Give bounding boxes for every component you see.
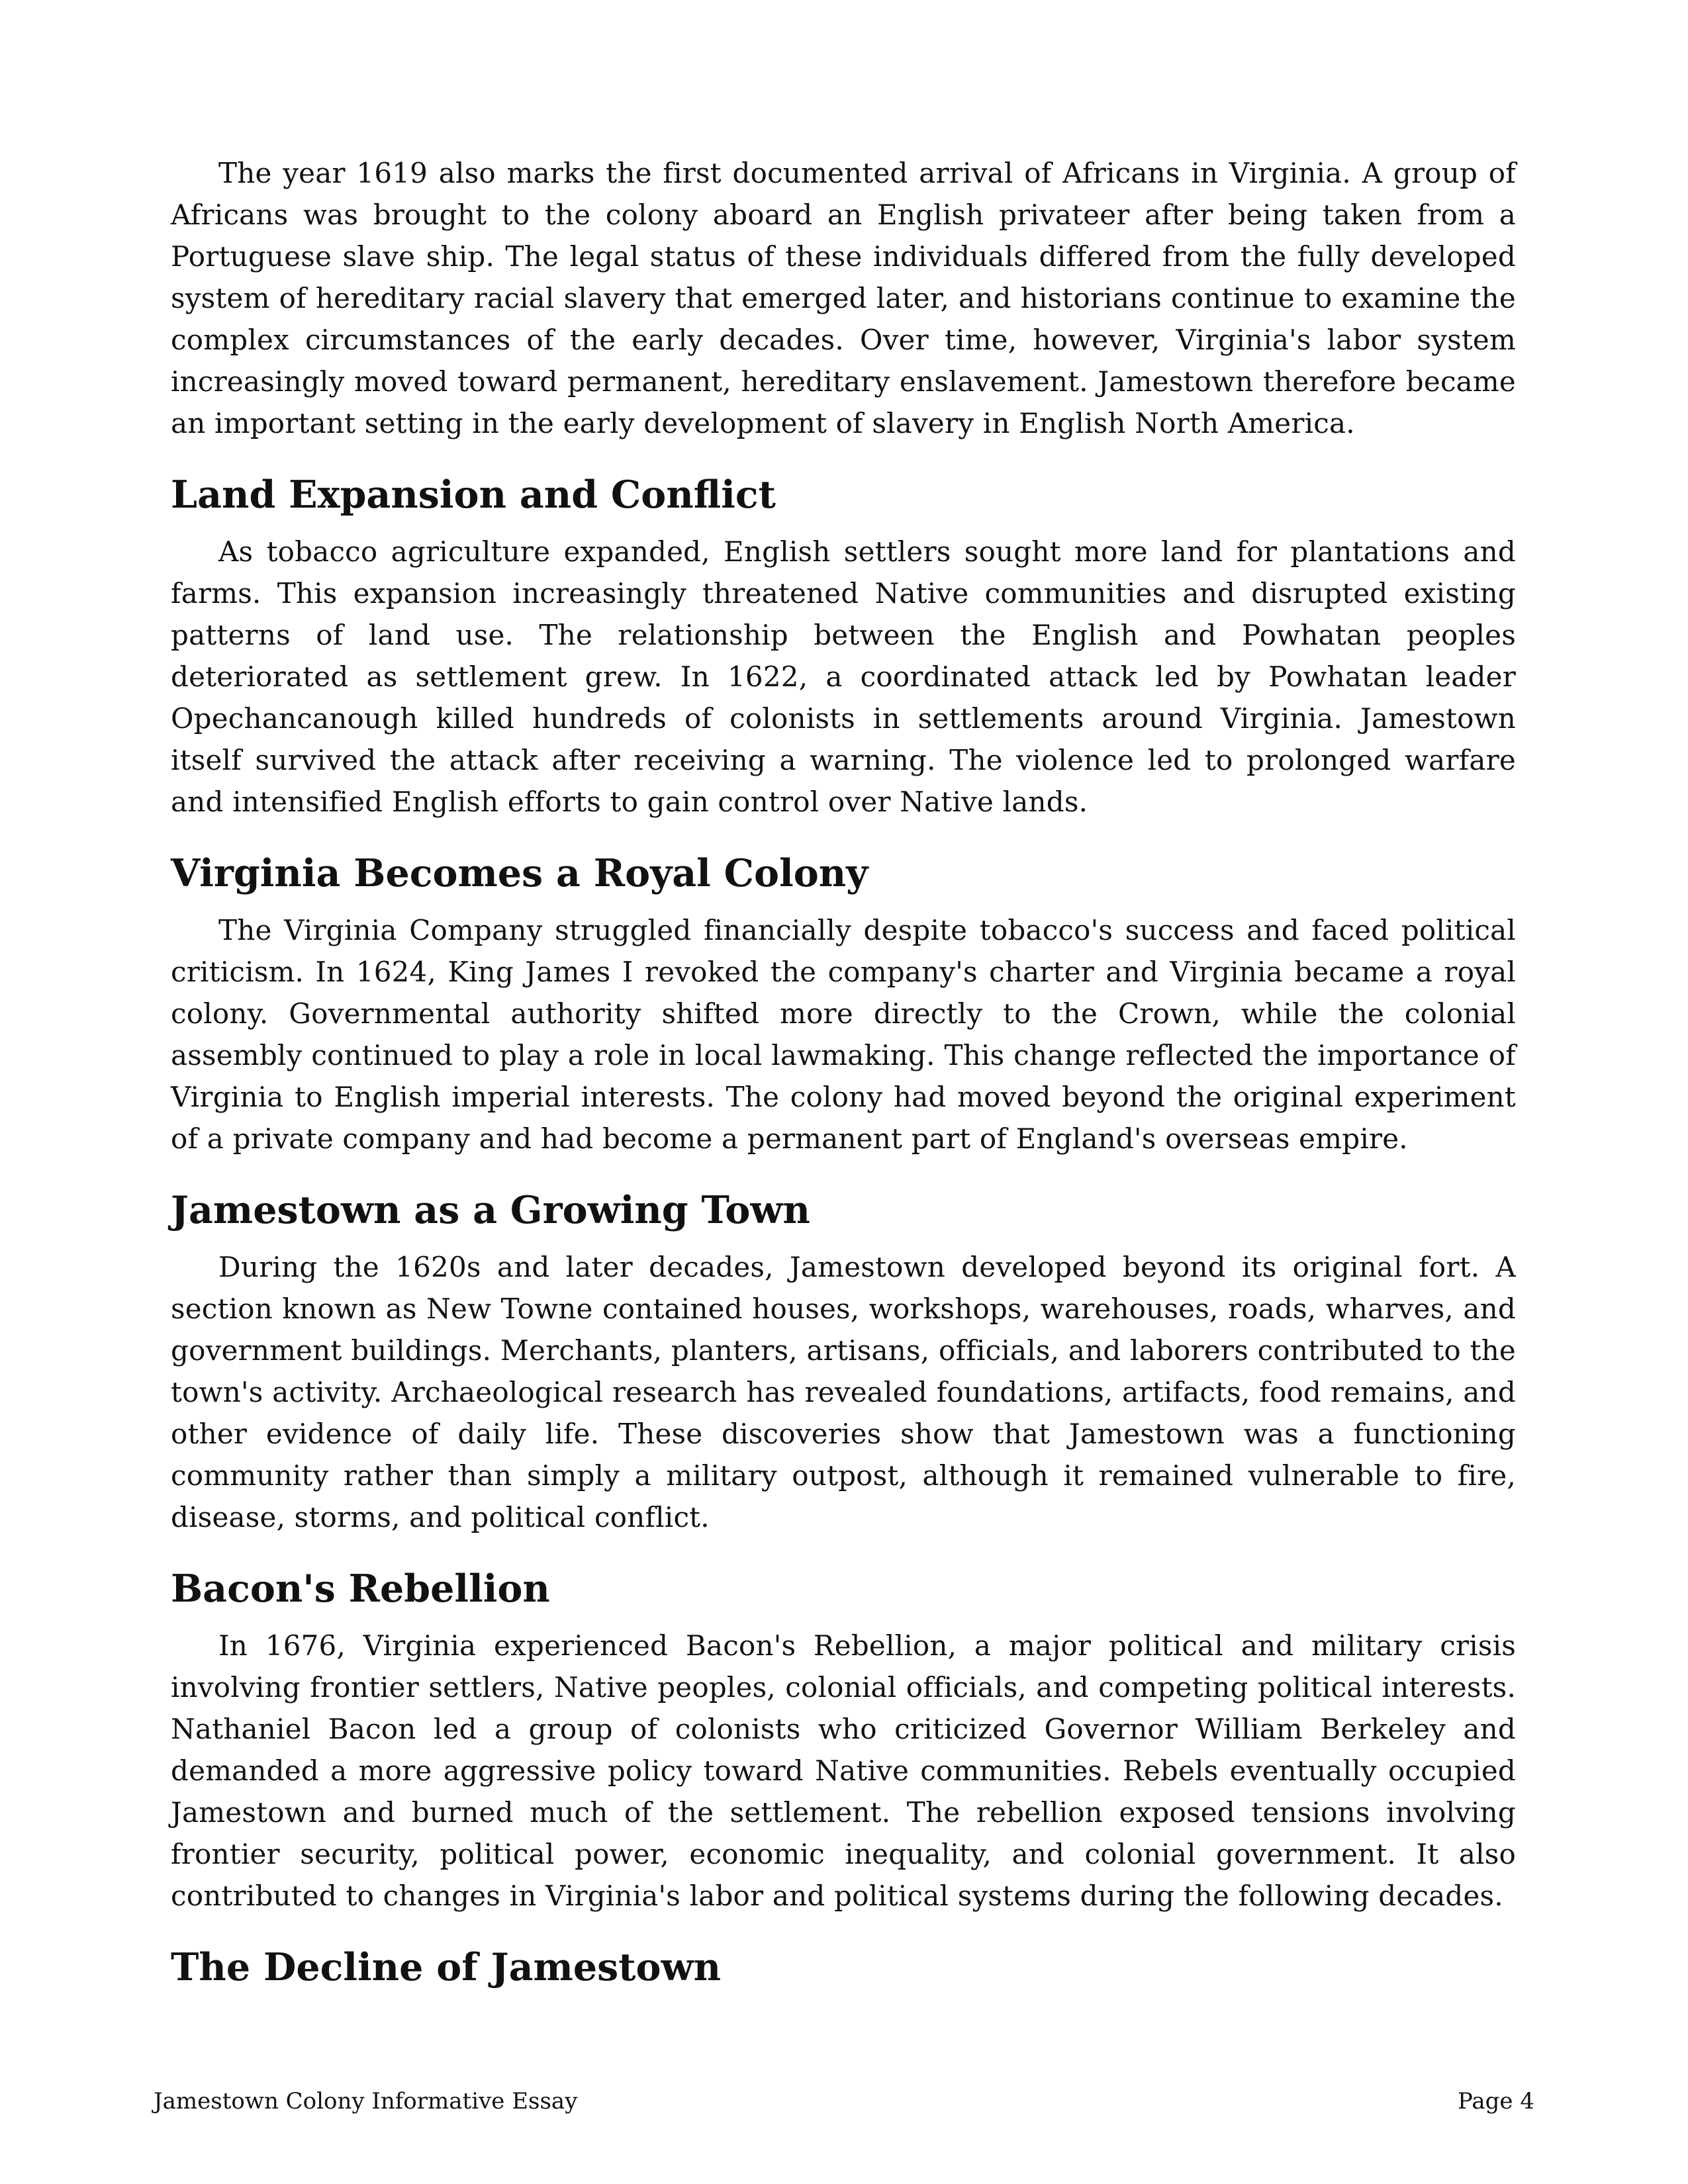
section-heading: The Decline of Jamestown bbox=[171, 1945, 722, 1989]
section-royal-colony bbox=[171, 850, 1516, 1160]
section-heading: Virginia Becomes a Royal Colony bbox=[171, 851, 868, 895]
section-growing-town bbox=[171, 1187, 1516, 1538]
section-decline bbox=[171, 1944, 1516, 1991]
section-paragraph: As tobacco agriculture expanded, English settlers sought more land for plantations and farms. This expansion increasingly threatened Native communities and disrupted existing patterns of land use. The relationship between the English and Powhatan peoples deteriorated as settlement grew. In 1622, a coordinated attack led by Powhatan leader Opechancanough killed hundreds of colonists in settlements around Virginia. Jamestown itself survived the attack after receiving a warning. The violence led to prolonged warfare and intensified English efforts to gain control over Native lands. bbox=[171, 535, 1516, 818]
page-content bbox=[171, 152, 1516, 2003]
footer-page-number: Page 4 bbox=[1458, 2088, 1534, 2115]
section-paragraph: In 1676, Virginia experienced Bacon's Rebellion, a major political and military crisis involving frontier settlers, Native peoples, colonial officials, and competing political interests. Nathaniel Bacon led a group of colonists who criticized Governor William Berkeley and demanded a more aggressive policy toward Native communities. Rebels eventually occupied Jamestown and burned much of the settlement. The rebellion exposed tensions involving frontier security, political power, economic inequality, and colonial government. It also contributed to changes in Virginia's labor and political systems during the following decades. bbox=[171, 1629, 1516, 1912]
footer-document-title: Jamestown Colony Informative Essay bbox=[154, 2088, 578, 2115]
section-paragraph: During the 1620s and later decades, Jamestown developed beyond its original fort. A section known as New Towne contained houses, workshops, warehouses, roads, wharves, and government buildings. Merchants, planters, artisans, officials, and laborers contributed to the town's activity. Archaeological research has revealed foundations, artifacts, food remains, and other evidence of daily life. These discoveries show that Jamestown was a functioning community rather than simply a military outpost, although it remained vulnerable to fire, disease, storms, and political conflict. bbox=[171, 1251, 1516, 1533]
page-footer bbox=[154, 2085, 1534, 2118]
section-heading: Jamestown as a Growing Town bbox=[171, 1188, 810, 1232]
section-heading: Land Expansion and Conflict bbox=[171, 473, 776, 517]
section-land-expansion bbox=[171, 472, 1516, 823]
section-bacons-rebellion bbox=[171, 1566, 1516, 1917]
section-paragraph: The Virginia Company struggled financially despite tobacco's success and faced political criticism. In 1624, King James I revoked the company's charter and Virginia became a royal colony. Governmental authority shifted more directly to the Crown, while the colonial assembly continued to play a role in local lawmaking. This change reflected the importance of Virginia to English imperial interests. The colony had moved beyond the original experiment of a private company and had become a permanent part of England's overseas empire. bbox=[171, 914, 1516, 1155]
intro-paragraph: The year 1619 also marks the first documented arrival of Africans in Virginia. A group of Africans was brought to the colony aboard an English privateer after being taken from a Portuguese slave ship. The legal status of these individuals differed from the fully developed system of hereditary racial slavery that emerged later, and historians continue to examine the complex circumstances of the early decades. Over time, however, Virginia's labor system increasingly moved toward permanent, hereditary enslavement. Jamestown therefore became an important setting in the early development of slavery in English North America. bbox=[171, 157, 1516, 439]
section-heading: Bacon's Rebellion bbox=[171, 1567, 550, 1611]
